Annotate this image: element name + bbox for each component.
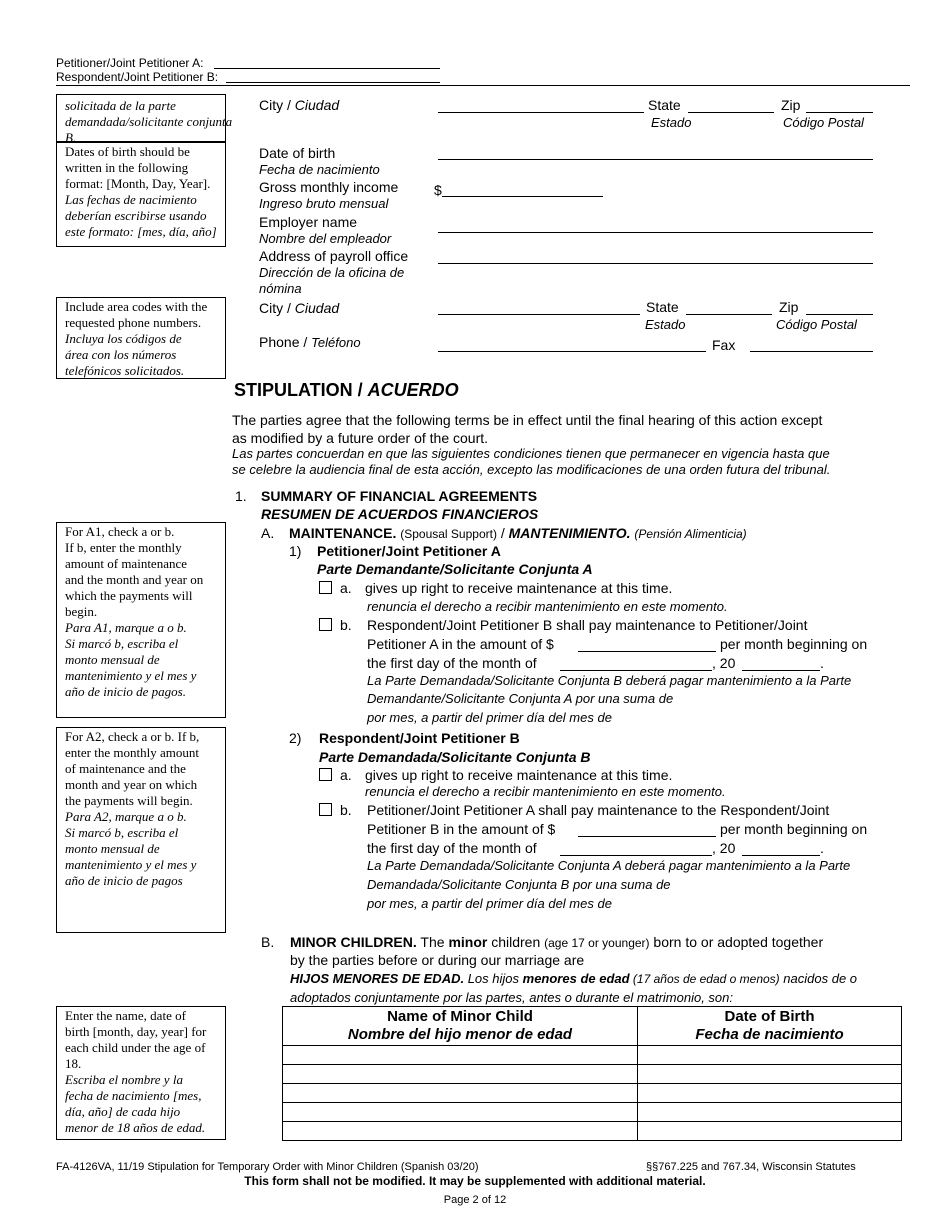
child-dob-cell[interactable]	[638, 1084, 902, 1103]
side-note-phone-text	[57, 298, 213, 382]
a2-option-b-line2a: Petitioner B in the amount of $	[367, 821, 556, 837]
side-note-line: demandada/solicitante conjunta	[65, 114, 233, 129]
side-note-line: Include area codes with the	[65, 299, 208, 314]
state-label: State	[648, 97, 681, 113]
payroll-label: Address of payroll office	[259, 248, 409, 264]
a2-option-b-es2: Demandada/Solicitante Conjunta B por una suma de	[367, 877, 671, 892]
side-note-line: Escriba el nombre y la	[65, 1072, 183, 1087]
child-dob-cell[interactable]	[638, 1103, 902, 1122]
side-note-line: Si marcó b, escriba el	[65, 825, 179, 840]
state2-field[interactable]	[686, 314, 772, 315]
a2-title-es: Parte Demandada/Solicitante Conjunta B	[319, 749, 591, 765]
a2-option-b-letter: b.	[340, 802, 352, 818]
side-note-line: For A2, check a or b. If b,	[65, 729, 200, 744]
zip2-label-es: Código Postal	[776, 317, 857, 332]
a2-number: 2)	[289, 730, 302, 746]
side-note-line: menor de 18 años de edad.	[65, 1120, 206, 1135]
a2-option-b-year-prefix: , 20	[712, 840, 736, 856]
fax-label: Fax	[712, 337, 736, 353]
respondent-name-field[interactable]	[226, 82, 440, 83]
a1-title-es: Parte Demandante/Solicitante Conjunta A	[317, 561, 593, 577]
a1-option-b-line3a: the first day of the month of	[367, 655, 537, 671]
side-note-children-text	[57, 1007, 212, 1139]
a2-option-a-text: gives up right to receive maintenance at this time.	[365, 767, 673, 783]
side-note-line: For A1, check a or b.	[65, 524, 175, 539]
side-note-line: If b, enter the monthly	[65, 540, 182, 555]
side-note-line: written in the following	[65, 160, 189, 175]
intro-en-1: The parties agree that the following terms be in effect until the final hearing of this action except	[232, 412, 823, 428]
city-field[interactable]	[438, 112, 644, 113]
employer-label: Employer name	[259, 214, 358, 230]
a2-option-b-es3: por mes, a partir del primer día del mes de	[367, 896, 612, 911]
side-note-line: 18.	[65, 1056, 82, 1071]
side-note-line: Incluya los códigos de	[65, 331, 182, 346]
side-note-line: month and year on which	[65, 777, 198, 792]
side-note-line: enter the monthly amount	[65, 745, 199, 760]
a1-number: 1)	[289, 543, 302, 559]
a1-option-b-es3: por mes, a partir del primer día del mes de	[367, 710, 612, 725]
side-note-line: format: [Month, Day, Year].	[65, 176, 211, 191]
side-note-line: día, año] de cada hijo	[65, 1104, 181, 1119]
side-note-line: Para A2, marque a o b.	[65, 809, 187, 824]
a1-year-field[interactable]	[742, 670, 820, 671]
city-label: City / Ciudad	[259, 97, 340, 113]
table-row	[283, 1084, 902, 1103]
state-label-es: Estado	[651, 115, 692, 130]
a2-amount-field[interactable]	[578, 836, 716, 837]
section-a-letter: A.	[261, 525, 275, 541]
zip-label-es: Código Postal	[783, 115, 864, 130]
side-note-a1-text	[57, 523, 209, 703]
minor-children-table	[282, 1006, 902, 1141]
respondent-label: Respondent/Joint Petitioner B:	[56, 70, 219, 84]
petitioner-name-field[interactable]	[214, 68, 440, 69]
side-note-line: este formato: [mes, día, año]	[65, 224, 217, 239]
side-note-line: año de inicio de pagos.	[65, 684, 186, 699]
side-note-children	[56, 1006, 226, 1140]
intro-es-1: Las partes concuerdan en que las siguientes condiciones tienen que permanecer en vigencia hasta que	[232, 446, 830, 461]
a1-option-b-es2: Demandante/Solicitante Conjunta A por una suma de	[367, 691, 674, 706]
footer-notice: This form shall not be modified. It may be supplemented with additional material.	[244, 1174, 706, 1188]
a1-option-b-letter: b.	[340, 617, 352, 633]
a1-option-a-letter: a.	[340, 580, 352, 596]
a1-month-field[interactable]	[560, 670, 712, 671]
section-1-number: 1.	[235, 488, 247, 504]
footer-statutes: §§767.225 and 767.34, Wisconsin Statutes	[646, 1161, 856, 1173]
a1-title: Petitioner/Joint Petitioner A	[317, 543, 501, 559]
side-note-line: monto mensual de	[65, 652, 160, 667]
section-b-letter: B.	[261, 934, 275, 950]
zip2-label: Zip	[779, 299, 799, 315]
side-note-continued	[56, 94, 233, 145]
side-note-line: mantenimiento y el mes y	[65, 857, 197, 872]
a1-option-b-checkbox[interactable]	[319, 618, 332, 631]
a1-amount-field[interactable]	[578, 651, 716, 652]
a2-month-field[interactable]	[560, 855, 712, 856]
side-note-line: monto mensual de	[65, 841, 160, 856]
a1-option-b-line1: Respondent/Joint Petitioner B shall pay maintenance to Petitioner/Joint	[367, 617, 808, 633]
a1-option-a-text: gives up right to receive maintenance at this time.	[365, 580, 673, 596]
city2-label: City / Ciudad	[259, 300, 340, 316]
side-note-line: Enter the name, date of	[65, 1008, 186, 1023]
side-note-dob-format-text	[57, 143, 223, 243]
side-note-line: which the payments will	[65, 588, 193, 603]
phone-field[interactable]	[438, 351, 706, 352]
payroll-label-es-2: nómina	[259, 281, 302, 296]
footer-page-number: Page 2 of 12	[443, 1194, 507, 1206]
intro-en-2: as modified by a future order of the court.	[232, 430, 489, 446]
phone-label: Phone / Teléfono	[259, 334, 361, 350]
side-note-line: B.	[65, 130, 77, 145]
section-b-es-line1: HIJOS MENORES DE EDAD. Los hijos menores de edad (17 años de edad o menos) nacidos de o	[290, 971, 858, 986]
child-dob-cell[interactable]	[638, 1122, 902, 1141]
zip2-field[interactable]	[806, 314, 873, 315]
footer-form-id: FA-4126VA, 11/19 Stipulation for Temporary Order with Minor Children (Spanish 03/20)	[56, 1161, 479, 1173]
a2-option-a-letter: a.	[340, 767, 352, 783]
employer-field[interactable]	[438, 232, 873, 233]
side-note-line: deberían escribirse usando	[65, 208, 207, 223]
side-note-line: telefónicos solicitados.	[65, 363, 185, 378]
zip-label: Zip	[781, 97, 801, 113]
child-name-cell[interactable]	[283, 1046, 638, 1065]
dob-label: Date of birth	[259, 145, 336, 161]
section-b-es-line2: adoptados conjuntamente por las partes, antes o durante el matrimonio, son:	[290, 990, 733, 1005]
section-b-line2: by the parties before or during our marriage are	[290, 952, 585, 968]
column-header-name: Name of Minor Child Nombre del hijo menor de edad	[283, 1007, 638, 1046]
income-field[interactable]	[442, 196, 603, 197]
header-divider	[56, 85, 910, 86]
table-row	[283, 1122, 902, 1141]
a1-option-b-line2a: Petitioner A in the amount of $	[367, 636, 554, 652]
a1-option-b-es1: La Parte Demandada/Solicitante Conjunta B deberá pagar mantenimiento a la Parte	[367, 673, 852, 688]
section-a-heading: MAINTENANCE. (Spousal Support) / MANTENIMIENTO. (Pensión Alimenticia)	[289, 525, 747, 541]
a2-option-b-line1: Petitioner/Joint Petitioner A shall pay maintenance to the Respondent/Joint	[367, 802, 830, 818]
payroll-field[interactable]	[438, 263, 873, 264]
table-row	[283, 1046, 902, 1065]
a1-option-b-year-prefix: , 20	[712, 655, 736, 671]
side-note-a2	[56, 727, 226, 933]
intro-es-2: se celebre la audiencia final de esta acción, excepto las modificaciones de una orden futura del tribunal.	[232, 462, 831, 477]
column-header-dob: Date of Birth Fecha de nacimiento	[638, 1007, 902, 1046]
child-name-cell[interactable]	[283, 1084, 638, 1103]
stipulation-title: STIPULATION / ACUERDO	[234, 380, 459, 400]
side-note-line: Las fechas de nacimiento	[65, 192, 197, 207]
side-note-dob-format	[56, 142, 226, 247]
dollar-sign: $	[434, 182, 442, 198]
side-note-line: mantenimiento y el mes y	[65, 668, 197, 683]
petitioner-label: Petitioner/Joint Petitioner A:	[56, 56, 204, 70]
state2-label: State	[646, 299, 679, 315]
side-note-line: requested phone numbers.	[65, 315, 202, 330]
side-note-line: área con los números	[65, 347, 177, 362]
side-note-line: fecha de nacimiento [mes,	[65, 1088, 202, 1103]
a2-option-a-checkbox[interactable]	[319, 768, 332, 781]
child-dob-cell[interactable]	[638, 1065, 902, 1084]
side-note-line: amount of maintenance	[65, 556, 188, 571]
side-note-line: the payments will begin.	[65, 793, 193, 808]
side-note-a2-text	[57, 728, 205, 892]
side-note-line: each child under the age of	[65, 1040, 206, 1055]
section-b-line1: MINOR CHILDREN. The minor children (age 17 or younger) born to or adopted together	[290, 934, 824, 950]
fax-field[interactable]	[750, 351, 873, 352]
income-label: Gross monthly income	[259, 179, 399, 195]
child-name-cell[interactable]	[283, 1122, 638, 1141]
child-name-cell[interactable]	[283, 1065, 638, 1084]
dob-label-es: Fecha de nacimiento	[259, 162, 380, 177]
a1-option-a-text-es: renuncia el derecho a recibir mantenimiento en este momento.	[367, 599, 728, 614]
a1-option-b-line2b: per month beginning on	[720, 636, 868, 652]
side-note-line: begin.	[65, 604, 98, 619]
section-1-title: SUMMARY OF FINANCIAL AGREEMENTS	[261, 488, 538, 504]
side-note-continued-text	[57, 95, 238, 149]
side-note-phone	[56, 297, 226, 379]
dob-field[interactable]	[438, 159, 873, 160]
side-note-line: birth [month, day, year] for	[65, 1024, 207, 1039]
city2-field[interactable]	[438, 314, 640, 315]
child-dob-cell[interactable]	[638, 1046, 902, 1065]
state2-label-es: Estado	[645, 317, 686, 332]
a1-option-a-checkbox[interactable]	[319, 581, 332, 594]
side-note-line: año de inicio de pagos	[65, 873, 183, 888]
state-field[interactable]	[688, 112, 774, 113]
a2-option-a-text-es: renuncia el derecho a recibir mantenimiento en este momento.	[365, 784, 726, 799]
side-note-line: and the month and year on	[65, 572, 204, 587]
a2-option-b-checkbox[interactable]	[319, 803, 332, 816]
employer-label-es: Nombre del empleador	[259, 231, 392, 246]
side-note-line: Si marcó b, escriba el	[65, 636, 179, 651]
side-note-line: of maintenance and the	[65, 761, 186, 776]
a2-option-b-line2b: per month beginning on	[720, 821, 868, 837]
a2-title: Respondent/Joint Petitioner B	[319, 730, 520, 746]
side-note-a1	[56, 522, 226, 718]
a2-option-b-es1: La Parte Demandada/Solicitante Conjunta A deberá pagar mantenimiento a la Parte	[367, 858, 851, 873]
income-label-es: Ingreso bruto mensual	[259, 196, 389, 211]
table-row	[283, 1065, 902, 1084]
table-row	[283, 1103, 902, 1122]
side-note-line: Dates of birth should be	[65, 144, 190, 159]
a2-year-field[interactable]	[742, 855, 820, 856]
side-note-line: solicitada de la parte	[65, 98, 176, 113]
child-name-cell[interactable]	[283, 1103, 638, 1122]
a2-option-b-line3a: the first day of the month of	[367, 840, 537, 856]
zip-field[interactable]	[806, 112, 873, 113]
a2-option-b-period: .	[820, 840, 824, 856]
section-1-title-es: RESUMEN DE ACUERDOS FINANCIEROS	[261, 506, 539, 522]
payroll-label-es: Dirección de la oficina de	[259, 265, 405, 280]
a1-option-b-period: .	[820, 655, 824, 671]
side-note-line: Para A1, marque a o b.	[65, 620, 187, 635]
